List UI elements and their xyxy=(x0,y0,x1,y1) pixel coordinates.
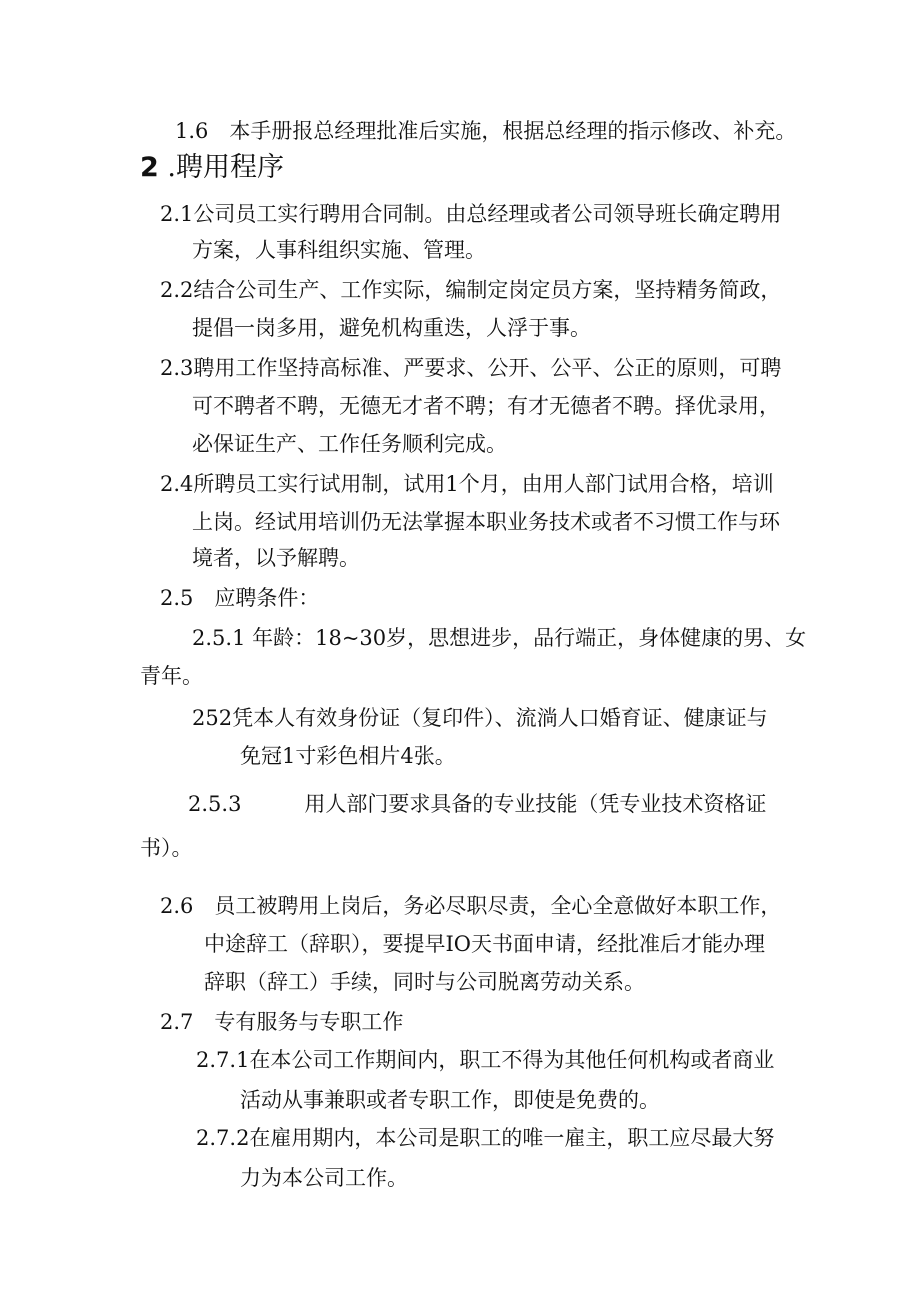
clause-2-7-2-line1: 2.7.2在雇用期内，本公司是职工的唯一雇主，职工应尽最大努 xyxy=(196,1126,775,1150)
clause-2-1-line1: 2.1公司员工实行聘用合同制。由总经理或者公司领导班长确定聘用 xyxy=(160,202,782,226)
clause-2-6-line2: 中途辞工（辞职），要提早IO天书面申请，经批准后才能办理 xyxy=(204,932,766,956)
clause-2-1-line2: 方案，人事科组织实施、管理。 xyxy=(192,238,486,262)
clause-2-7-1-line2: 活动从事兼职或者专职工作，即使是免费的。 xyxy=(240,1088,660,1112)
clause-2-6-line1: 2.6 员工被聘用上岗后，务必尽职尽责，全心全意做好本职工作， xyxy=(160,894,782,918)
clause-2-5-3-line2: 书）。 xyxy=(140,836,193,860)
clause-2-3-line1: 2.3聘用工作坚持高标准、严要求、公开、公平、公正的原则，可聘 xyxy=(160,356,782,380)
clause-2-7: 2.7 专有服务与专职工作 xyxy=(160,1010,404,1034)
clause-2-4-line2: 上岗。经试用培训仍无法掌握本职业务技术或者不习惯工作与环 xyxy=(192,510,780,534)
clause-2-5: 2.5 应聘条件： xyxy=(160,586,320,610)
clause-2-5-1-line1: 2.5.1 年龄：18~30岁，思想进步，品行端正，身体健康的男、女 xyxy=(192,626,807,650)
clause-2-5-3-line1: 2.5.3 用人部门要求具备的专业技能（凭专业技术资格证 xyxy=(188,792,767,816)
clause-2-4-line3: 境者，以予解聘。 xyxy=(192,546,360,570)
clause-1-6: 1.6 本手册报总经理批准后实施，根据总经理的指示修改、补充。 xyxy=(175,119,797,143)
section-title: .聘用程序 xyxy=(167,152,284,183)
clause-2-7-2-line2: 力为本公司工作。 xyxy=(240,1166,408,1190)
clause-2-3-line2: 可不聘者不聘，无德无才者不聘；有才无德者不聘。择优录用， xyxy=(192,394,780,418)
clause-2-6-line3: 辞职（辞工）手续，同时与公司脱离劳动关系。 xyxy=(204,970,645,994)
section-number: 2 xyxy=(140,152,159,183)
clause-2-5-2-line2: 免冠1寸彩色相片4张。 xyxy=(240,744,456,768)
clause-2-3-line3: 必保证生产、工作任务顺利完成。 xyxy=(192,432,507,456)
clause-2-2-line1: 2.2结合公司生产、工作实际，编制定岗定员方案，坚持精务简政， xyxy=(160,278,782,302)
clause-2-4-line1: 2.4所聘员工实行试用制，试用1个月，由用人部门试用合格，培训 xyxy=(160,472,774,496)
clause-2-2-line2: 提倡一岗多用，避免机构重迭，人浮于事。 xyxy=(192,316,591,340)
clause-2-7-1-line1: 2.7.1在本公司工作期间内，职工不得为其他任何机构或者商业 xyxy=(196,1048,775,1072)
clause-2-5-2-line1: 252凭本人有效身份证（复印件）、流淌人口婚育证、健康证与 xyxy=(192,706,768,730)
section-heading xyxy=(140,152,284,184)
clause-2-5-1-line2: 青年。 xyxy=(140,664,203,688)
